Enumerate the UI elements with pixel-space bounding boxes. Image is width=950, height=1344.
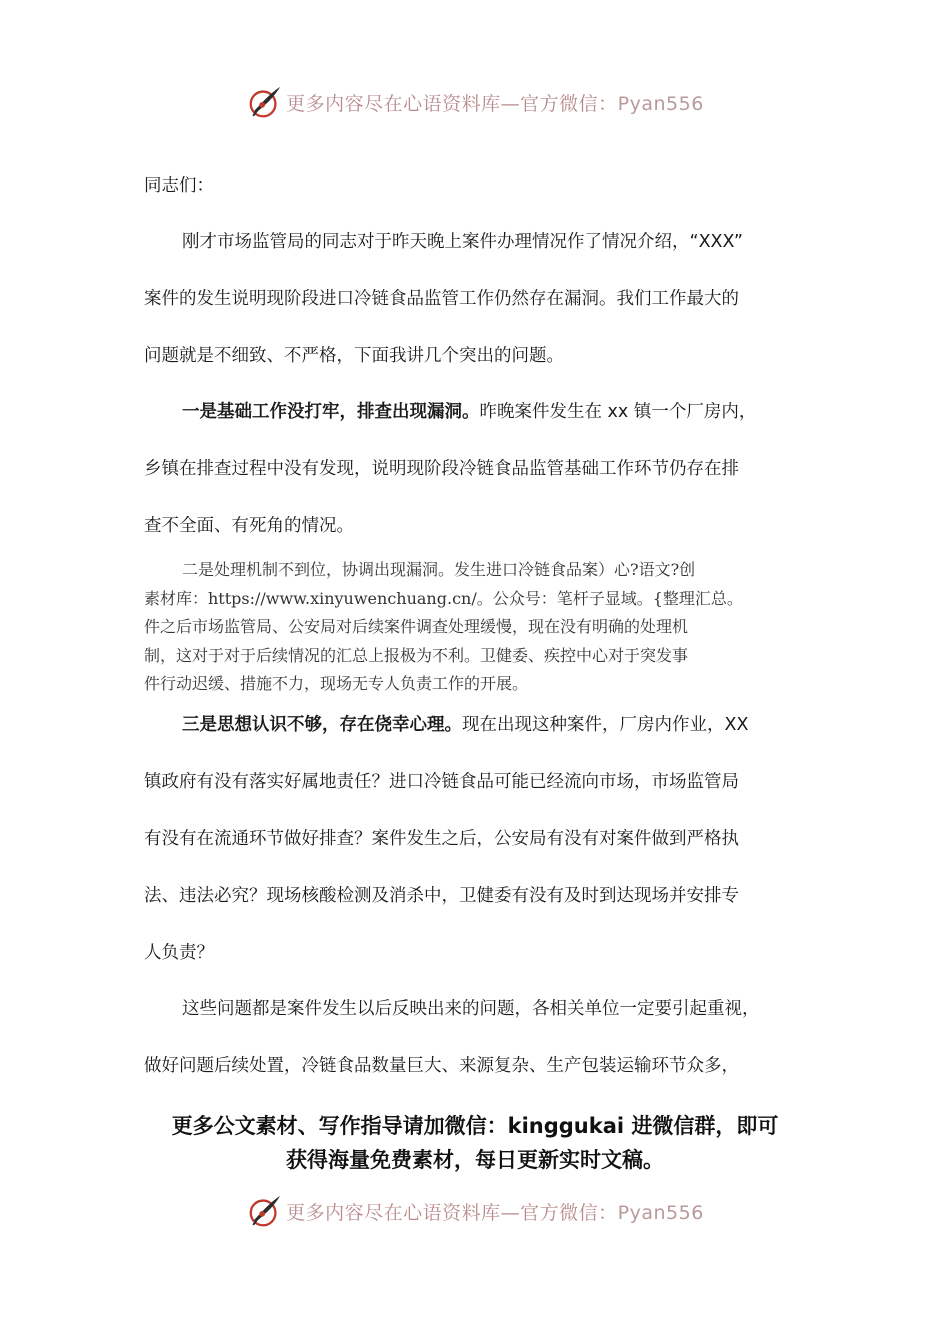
quill-logo-icon [246, 83, 284, 121]
paragraph-2-line-1 [182, 400, 852, 424]
salutation: 同志们： [144, 176, 214, 196]
paragraph-1-line-1: 刚才市场监管局的同志对于昨天晚上案件办理情况作了情况介绍，“XXX” [182, 232, 743, 252]
paragraph-4-line-3: 有没有在流通环节做好排查？案件发生之后，公安局有没有对案件做到严格执 [144, 829, 739, 849]
paragraph-3-line-4: 制，这对于对于后续情况的汇总上报极为不利。卫健委、疾控中心对于突发事 [144, 645, 689, 665]
footer-wechat-id: Pyan556 [617, 1201, 704, 1224]
paragraph-1-line-2: 案件的发生说明现阶段进口冷链食品监管工作仍然存在漏洞。我们工作最大的 [144, 289, 739, 309]
quill-logo-icon [246, 1192, 284, 1230]
header-wechat-id: Pyan556 [617, 92, 704, 115]
paragraph-2-line-3: 查不全面、有死角的情况。 [144, 516, 354, 536]
paragraph-4-line-1 [182, 713, 852, 737]
paragraph-4-line-2: 镇政府有没有落实好属地责任？进口冷链食品可能已经流向市场，市场监管局 [144, 772, 739, 792]
point-one-heading: 一是基础工作没打牢，排查出现漏洞。 [182, 402, 480, 422]
paragraph-3 [144, 556, 824, 699]
paragraph-3-line-1: 二是处理机制不到位，协调出现漏洞。发生进口冷链食品案）心?语文?创 [182, 560, 696, 579]
paragraph-5-line-1: 这些问题都是案件发生以后反映出来的问题，各相关单位一定要引起重视， [182, 999, 760, 1019]
point-three-text: 现在出现这种案件，厂房内作业，XX [462, 715, 749, 735]
footer-banner-text: 更多内容尽在心语资料库—官方微信：Pyan556 [286, 1201, 704, 1224]
header-banner-text: 更多内容尽在心语资料库—官方微信：Pyan556 [286, 92, 704, 115]
paragraph-3-line-5: 件行动迟缓、措施不力，现场无专人负责工作的开展。 [144, 674, 529, 694]
paragraph-3-line-2: 素材库：https://www.xinyuwenchuang.cn/。公众号：笔杆子显域。{整理汇总。 [144, 588, 743, 608]
paragraph-3-line-3: 件之后市场监管局、公安局对后续案件调查处理缓慢，现在没有明确的处理机 [144, 617, 689, 637]
promo-line-2: 获得海量免费素材，每日更新实时文稿。 [286, 1148, 664, 1172]
paragraph-2-line-2: 乡镇在排查过程中没有发现，说明现阶段冷链食品监管基础工作环节仍存在排 [144, 459, 739, 479]
point-three-heading: 三是思想认识不够，存在侥幸心理。 [182, 715, 462, 735]
header-banner [0, 82, 950, 122]
footer-banner [0, 1191, 950, 1231]
point-one-text: 昨晚案件发生在 xx 镇一个厂房内， [479, 402, 757, 422]
paragraph-4-line-5: 人负责？ [144, 943, 214, 963]
paragraph-5-line-2: 做好问题后续处置，冷链食品数量巨大、来源复杂、生产包装运输环节众多， [144, 1056, 739, 1076]
paragraph-1-line-3: 问题就是不细致、不严格，下面我讲几个突出的问题。 [144, 346, 564, 366]
paragraph-4-line-4: 法、违法必究？现场核酸检测及消杀中，卫健委有没有及时到达现场并安排专 [144, 886, 739, 906]
promo-line-1: 更多公文素材、写作指导请加微信：kinggukai 进微信群，即可 [171, 1114, 779, 1138]
